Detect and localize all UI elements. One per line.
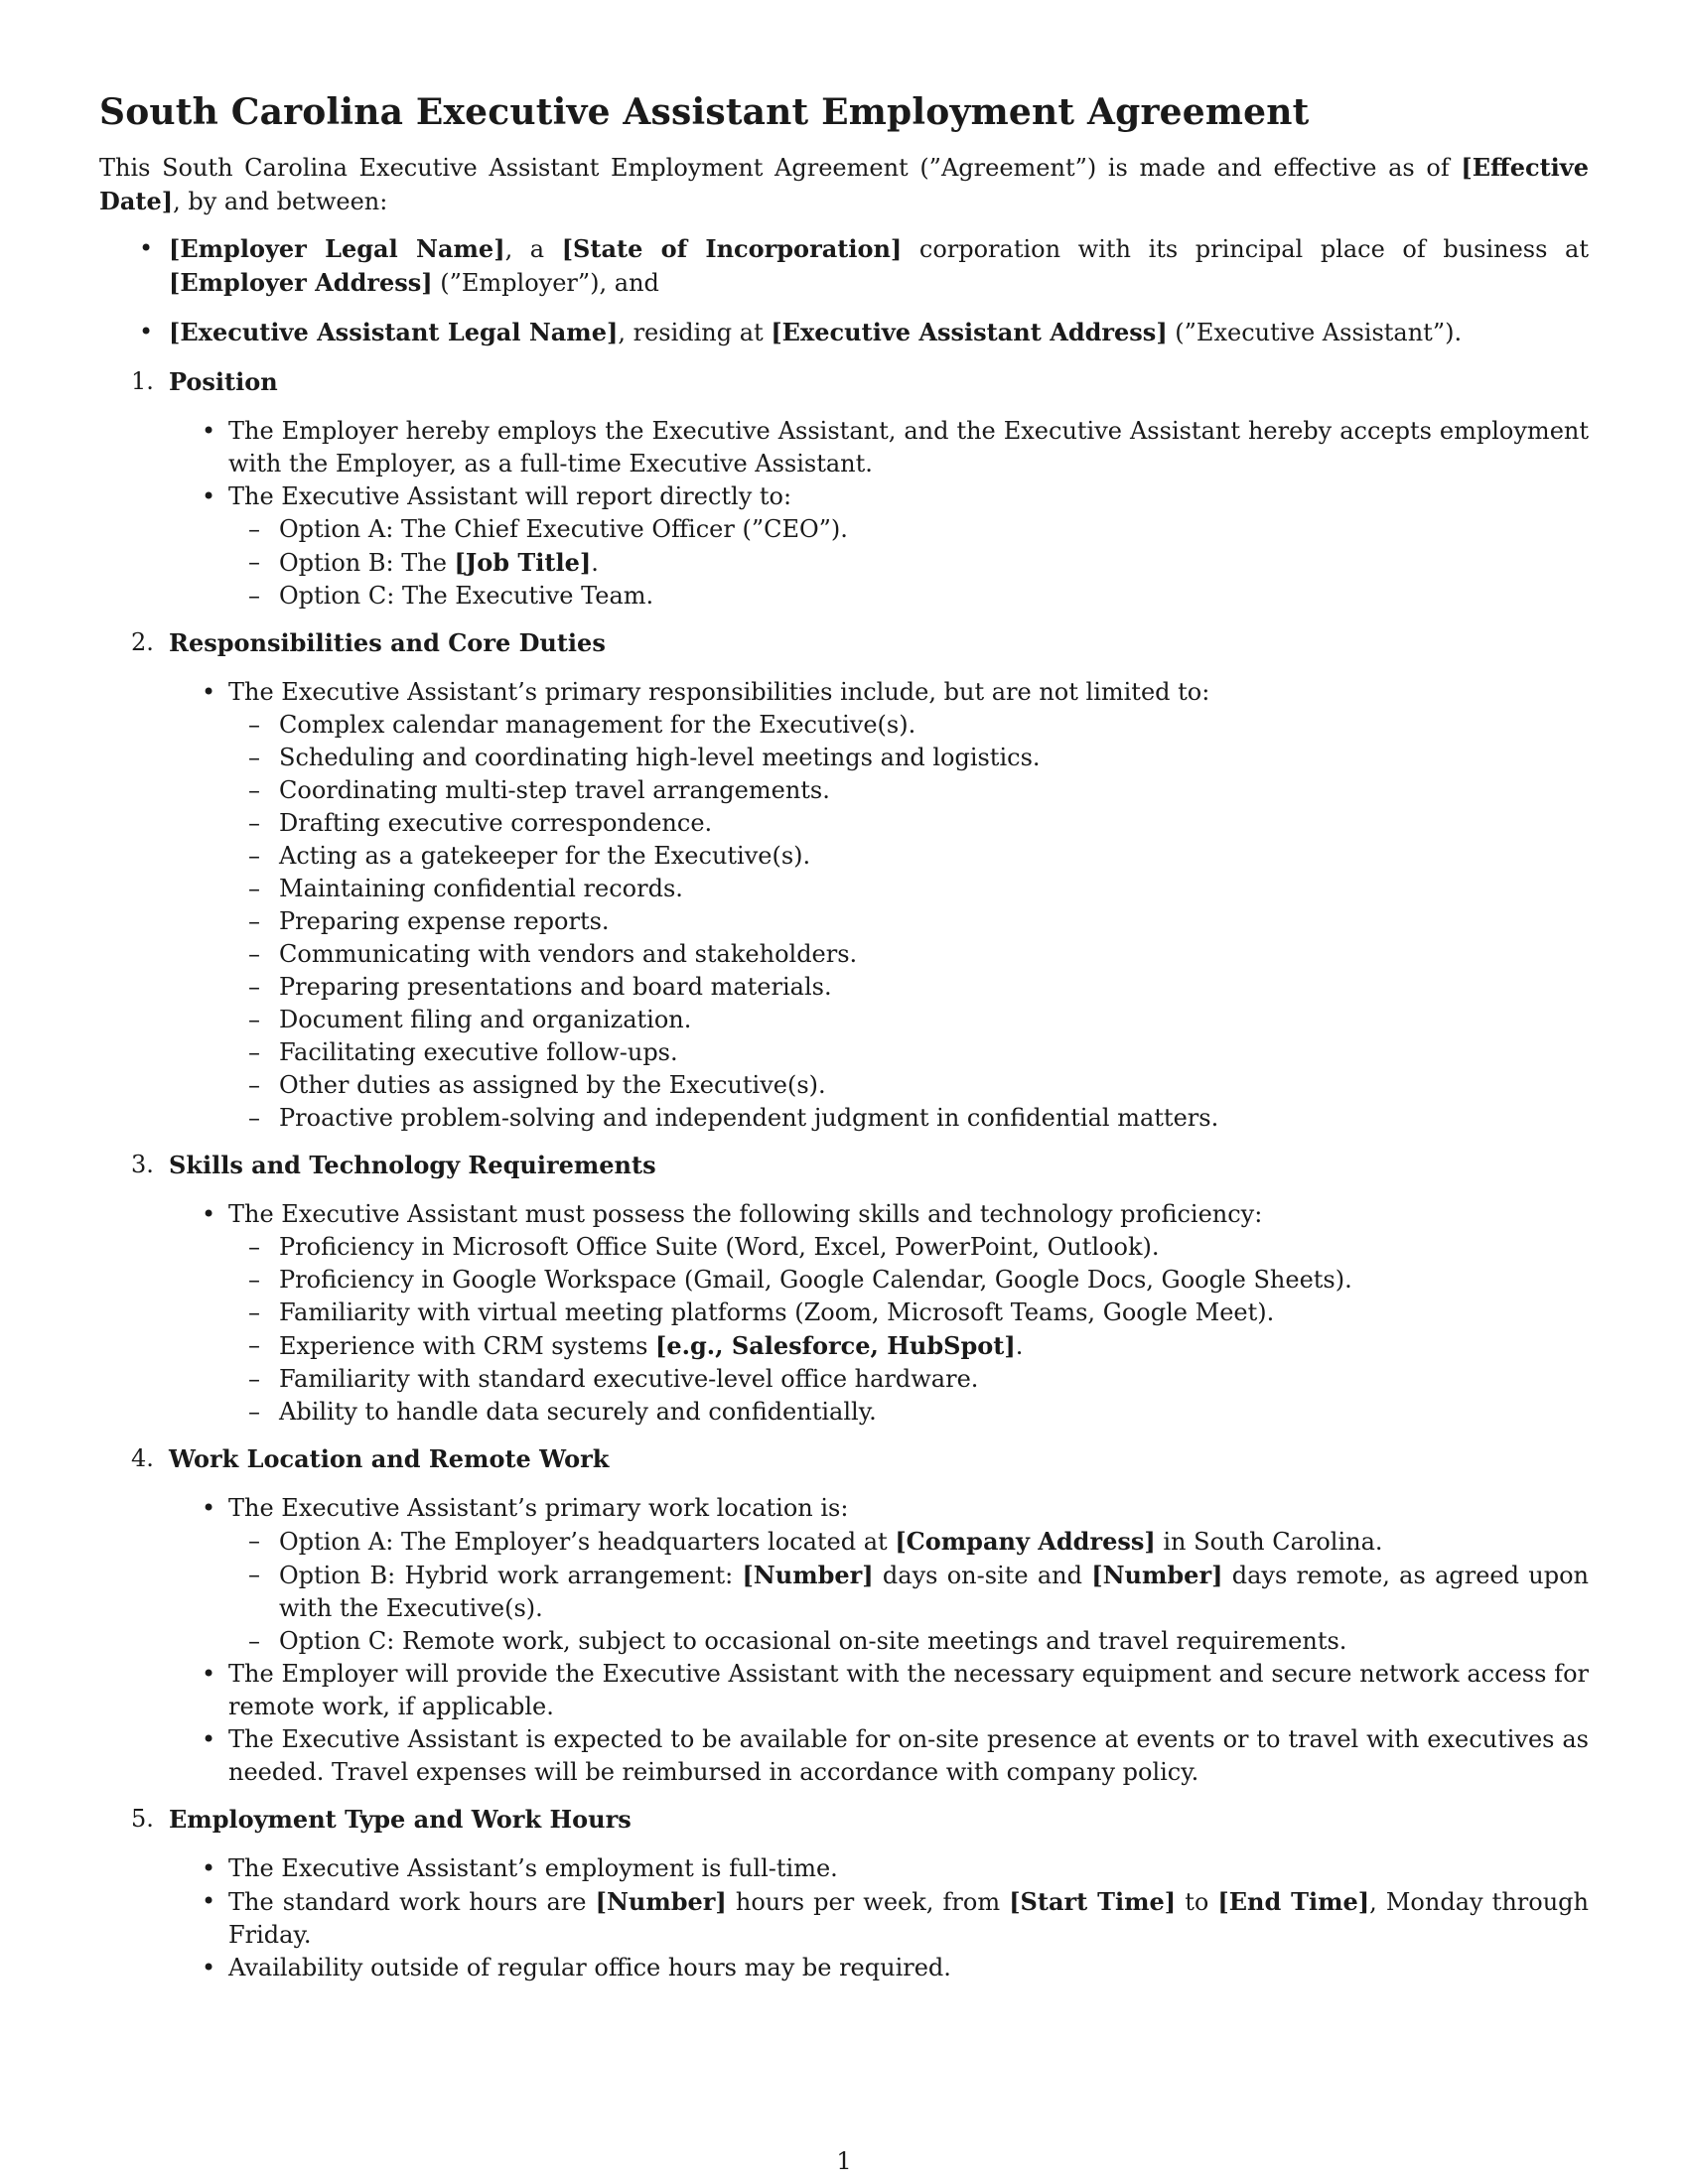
section-heading <box>99 1442 1589 1475</box>
sub-list-item <box>228 513 1589 546</box>
dash-icon: – <box>248 744 260 771</box>
section-employment-type <box>99 1803 1589 1984</box>
effective-date-placeholder: [Effective Date] <box>99 153 1589 215</box>
sub-list-item <box>228 905 1589 938</box>
bullet-list <box>99 1198 1589 1429</box>
section-number: 1. <box>131 367 154 395</box>
text: Familiarity with standard executive-level office hardware. <box>279 1365 979 1393</box>
sub-list-item <box>228 1004 1589 1036</box>
text: Option B: Hybrid work arrangement: <box>279 1562 743 1589</box>
text: The Executive Assistant is expected to be available for on-site presence at events or to travel with executives as needed. Travel expenses will be reimbursed in accordance with company policy. <box>228 1725 1589 1786</box>
section-heading <box>99 365 1589 398</box>
end-time-placeholder: [End Time] <box>1217 1887 1370 1916</box>
section-heading <box>99 1803 1589 1836</box>
bullet-icon: • <box>202 1494 216 1522</box>
sub-list-item <box>228 1525 1589 1559</box>
text: , residing at <box>618 319 772 346</box>
employer-name-placeholder: [Employer Legal Name] <box>169 234 505 263</box>
text: Proficiency in Google Workspace (Gmail, Google Calendar, Google Docs, Google Sheets). <box>279 1266 1352 1294</box>
sub-list-item <box>228 1297 1589 1329</box>
assistant-address-placeholder: [Executive Assistant Address] <box>771 318 1168 346</box>
start-time-placeholder: [Start Time] <box>1009 1887 1177 1916</box>
dash-icon: – <box>248 875 260 902</box>
text: days remote, as agreed upon with the Executive(s). <box>279 1562 1589 1622</box>
sub-list-item <box>228 1102 1589 1135</box>
dash-icon: – <box>248 515 260 543</box>
text: The standard work hours are <box>228 1888 596 1916</box>
section-title: Position <box>169 367 278 396</box>
text: corporation with its principal place of business at <box>902 235 1589 263</box>
parties-list <box>99 232 1589 349</box>
sub-list <box>228 1525 1589 1658</box>
sub-list-item <box>228 840 1589 873</box>
text: Other duties as assigned by the Executive(s). <box>279 1071 826 1099</box>
text: Complex calendar management for the Executive(s). <box>279 711 916 739</box>
text: . <box>1015 1332 1024 1360</box>
text: (”Executive Assistant”). <box>1167 319 1463 346</box>
bullet-icon: • <box>139 234 154 262</box>
sub-list <box>228 513 1589 613</box>
section-title: Responsibilities and Core Duties <box>169 628 606 657</box>
text: . <box>591 549 599 577</box>
bullet-list <box>99 415 1589 613</box>
text: Communicating with vendors and stakeholders. <box>279 940 858 968</box>
dash-icon: – <box>248 1071 260 1099</box>
text: The Executive Assistant must possess the following skills and technology proficiency: <box>228 1200 1263 1228</box>
list-item <box>99 1852 1589 1885</box>
sub-list <box>228 1231 1589 1429</box>
party-employer <box>99 232 1589 300</box>
dash-icon: – <box>248 1627 260 1655</box>
section-title: Skills and Technology Requirements <box>169 1151 656 1179</box>
text: The Employer hereby employs the Executive Assistant, and the Executive Assistant hereby accepts employment with the Employer, as a full-time Executive Assistant. <box>228 417 1589 478</box>
dash-icon: – <box>248 1527 260 1555</box>
bullet-icon: • <box>202 482 216 510</box>
text: Option C: Remote work, subject to occasional on-site meetings and travel requirements. <box>279 1627 1347 1655</box>
party-assistant <box>99 316 1589 349</box>
list-item <box>99 1885 1589 1952</box>
bullet-icon: • <box>139 318 154 345</box>
list-item <box>99 1198 1589 1429</box>
list-item <box>99 415 1589 480</box>
list-item <box>99 1952 1589 1984</box>
intro-tail: , by and between: <box>173 188 388 215</box>
dash-icon: – <box>248 548 260 576</box>
text: Document filing and organization. <box>279 1006 692 1033</box>
dash-icon: – <box>248 973 260 1001</box>
bullet-list <box>99 676 1589 1135</box>
sub-list-item <box>228 1559 1589 1625</box>
page-number: 1 <box>836 2147 852 2175</box>
text: Preparing presentations and board materials. <box>279 973 832 1001</box>
section-number: 3. <box>131 1151 154 1178</box>
document-page <box>99 87 1589 1998</box>
section-skills <box>99 1149 1589 1429</box>
dash-icon: – <box>248 1233 260 1261</box>
dash-icon: – <box>248 1104 260 1132</box>
hours-placeholder: [Number] <box>595 1887 727 1916</box>
text: The Executive Assistant’s primary responsibilities include, but are not limited to: <box>228 678 1210 706</box>
text: Maintaining confidential records. <box>279 875 683 902</box>
text: days on-site and <box>873 1562 1092 1589</box>
text: Acting as a gatekeeper for the Executive(s). <box>279 842 811 870</box>
document-title: South Carolina Executive Assistant Employment Agreement <box>99 91 1310 133</box>
section-heading <box>99 626 1589 659</box>
remote-days-placeholder: [Number] <box>1091 1561 1223 1589</box>
bullet-icon: • <box>202 1887 216 1915</box>
bullet-list <box>99 1852 1589 1984</box>
section-position <box>99 365 1589 613</box>
sub-list-item <box>228 580 1589 613</box>
text: , a <box>504 235 562 263</box>
dash-icon: – <box>248 1398 260 1426</box>
text: The Executive Assistant’s employment is full-time. <box>228 1854 838 1882</box>
text: Option A: The Employer’s headquarters located at <box>279 1528 896 1556</box>
bullet-icon: • <box>202 1200 216 1228</box>
list-item <box>99 1723 1589 1789</box>
dash-icon: – <box>248 582 260 610</box>
section-work-location <box>99 1442 1589 1789</box>
onsite-days-placeholder: [Number] <box>742 1561 874 1589</box>
bullet-icon: • <box>202 678 216 706</box>
dash-icon: – <box>248 842 260 870</box>
text: Facilitating executive follow-ups. <box>279 1038 678 1066</box>
sub-list-item <box>228 1069 1589 1102</box>
sub-list-item <box>228 742 1589 774</box>
section-title: Work Location and Remote Work <box>169 1444 610 1473</box>
crm-placeholder: [e.g., Salesforce, HubSpot] <box>655 1331 1016 1360</box>
dash-icon: – <box>248 1006 260 1033</box>
text: Familiarity with virtual meeting platforms (Zoom, Microsoft Teams, Google Meet). <box>279 1298 1275 1326</box>
assistant-name-placeholder: [Executive Assistant Legal Name] <box>169 318 619 346</box>
bullet-icon: • <box>202 417 216 445</box>
text: The Executive Assistant will report directly to: <box>228 482 792 510</box>
section-number: 4. <box>131 1444 154 1472</box>
text: Option A: The Chief Executive Officer (”CEO”). <box>279 515 848 543</box>
dash-icon: – <box>248 1365 260 1393</box>
bullet-icon: • <box>202 1660 216 1688</box>
dash-icon: – <box>248 776 260 804</box>
section-responsibilities <box>99 626 1589 1135</box>
text: Coordinating multi-step travel arrangements. <box>279 776 830 804</box>
job-title-placeholder: [Job Title] <box>454 548 592 577</box>
sub-list-item <box>228 1036 1589 1069</box>
text: , Monday through Friday. <box>228 1888 1589 1949</box>
sub-list-item <box>228 546 1589 580</box>
dash-icon: – <box>248 809 260 837</box>
list-item <box>99 1658 1589 1723</box>
text: Preparing expense reports. <box>279 907 610 935</box>
section-title: Employment Type and Work Hours <box>169 1805 632 1834</box>
section-number: 2. <box>131 628 154 656</box>
list-item <box>99 480 1589 613</box>
intro-text: This South Carolina Executive Assistant Employment Agreement (”Agreement”) is made and effective as of <box>99 154 1462 182</box>
sub-list-item <box>228 774 1589 807</box>
section-number: 5. <box>131 1805 154 1833</box>
text: hours per week, from <box>726 1888 1010 1916</box>
dash-icon: – <box>248 1298 260 1326</box>
sub-list-item <box>228 1363 1589 1396</box>
text: Option B: The <box>279 549 455 577</box>
text: The Employer will provide the Executive Assistant with the necessary equipment and secure network access for remote work, if applicable. <box>228 1660 1589 1720</box>
text: Experience with CRM systems <box>279 1332 656 1360</box>
state-placeholder: [State of Incorporation] <box>561 234 903 263</box>
dash-icon: – <box>248 1038 260 1066</box>
section-heading <box>99 1149 1589 1181</box>
sub-list-item <box>228 807 1589 840</box>
text: in South Carolina. <box>1155 1528 1383 1556</box>
bullet-icon: • <box>202 1954 216 1981</box>
sub-list-item <box>228 1264 1589 1297</box>
sub-list-item <box>228 938 1589 971</box>
company-address-placeholder: [Company Address] <box>895 1527 1156 1556</box>
sub-list-item <box>228 709 1589 742</box>
text: The Executive Assistant’s primary work location is: <box>228 1494 849 1522</box>
sub-list-item <box>228 1231 1589 1264</box>
list-item <box>99 1492 1589 1658</box>
sub-list-item <box>228 1625 1589 1658</box>
text: Drafting executive correspondence. <box>279 809 713 837</box>
text: (”Employer”), and <box>432 269 659 297</box>
dash-icon: – <box>248 711 260 739</box>
intro-paragraph <box>99 151 1589 218</box>
sub-list-item <box>228 873 1589 905</box>
sub-list-item <box>228 1329 1589 1363</box>
text: Proactive problem-solving and independent judgment in confidential matters. <box>279 1104 1219 1132</box>
bullet-list <box>99 1492 1589 1789</box>
text: to <box>1176 1888 1218 1916</box>
text: Availability outside of regular office hours may be required. <box>228 1954 951 1981</box>
sub-list-item <box>228 971 1589 1004</box>
dash-icon: – <box>248 1561 260 1588</box>
sub-list <box>228 709 1589 1135</box>
list-item <box>99 676 1589 1135</box>
text: Ability to handle data securely and confidentially. <box>279 1398 877 1426</box>
bullet-icon: • <box>202 1854 216 1882</box>
dash-icon: – <box>248 907 260 935</box>
dash-icon: – <box>248 940 260 968</box>
text: Proficiency in Microsoft Office Suite (Word, Excel, PowerPoint, Outlook). <box>279 1233 1160 1261</box>
dash-icon: – <box>248 1331 260 1359</box>
bullet-icon: • <box>202 1725 216 1753</box>
text: Option C: The Executive Team. <box>279 582 654 610</box>
employer-address-placeholder: [Employer Address] <box>169 268 433 297</box>
dash-icon: – <box>248 1266 260 1294</box>
text: Scheduling and coordinating high-level meetings and logistics. <box>279 744 1041 771</box>
sub-list-item <box>228 1396 1589 1429</box>
